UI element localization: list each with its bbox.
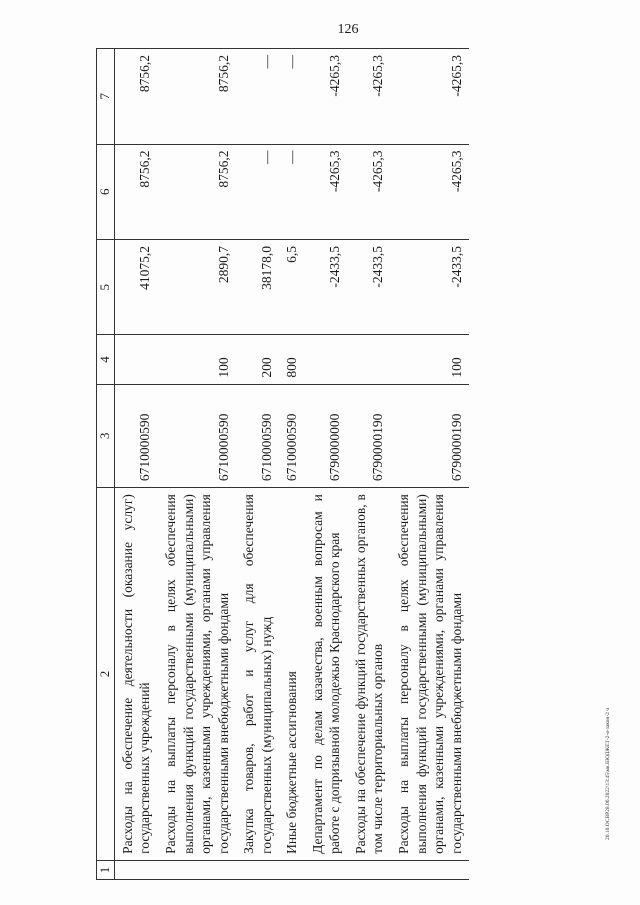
cell-value-7: -4265,3 [348, 49, 391, 145]
cell-value-5: -2433,5 [305, 239, 348, 334]
cell-value-5: -2433,5 [348, 239, 391, 334]
cell-value-5: 41075,2 [114, 239, 158, 334]
cell-value-7: -4265,3 [391, 49, 469, 145]
cell-code: 6790000000 [305, 384, 348, 487]
cell-value-6: — [236, 144, 279, 239]
header-cell-1: 1 [97, 860, 115, 879]
cell-name: Иные бюджетные ассигнования [279, 488, 305, 861]
cell-code: 6790000190 [348, 384, 391, 487]
cell-value-5: -2433,5 [391, 239, 469, 334]
cell-name: Расходы на обеспечение функций государственных органов, в том числе территориальных органов [348, 488, 391, 861]
header-cell-2: 2 [97, 488, 115, 861]
header-cell-5: 5 [97, 239, 115, 334]
cell-blank [158, 860, 236, 879]
table-row [391, 49, 469, 880]
cell-value-7: -4265,3 [305, 49, 348, 145]
cell-value-7: 8756,2 [158, 49, 236, 145]
cell-code: 6790000190 [391, 384, 469, 487]
cell-value-6: 8756,2 [114, 144, 158, 239]
cell-type [305, 335, 348, 384]
header-cell-6: 6 [97, 144, 115, 239]
table-header-row [97, 49, 115, 880]
table-row [114, 49, 158, 880]
cell-value-6: -4265,3 [305, 144, 348, 239]
cell-code: 6710000590 [279, 384, 305, 487]
table-row [236, 49, 279, 880]
cell-code: 6710000590 [158, 384, 236, 487]
cell-type: 200 [236, 335, 279, 384]
cell-value-6: 8756,2 [158, 144, 236, 239]
cell-value-7: — [236, 49, 279, 145]
cell-code: 6710000590 [114, 384, 158, 487]
cell-type [348, 335, 391, 384]
table-row [158, 49, 236, 880]
cell-blank [348, 860, 391, 879]
table-row [279, 49, 305, 880]
page-number: 126 [337, 22, 359, 37]
cell-blank [391, 860, 469, 879]
cell-value-7: 8756,2 [114, 49, 158, 145]
cell-value-5: 6,5 [279, 239, 305, 334]
cell-type [114, 335, 158, 384]
header-cell-4: 4 [97, 335, 115, 384]
cell-type: 100 [391, 335, 469, 384]
cell-value-5: 2890,7 [158, 239, 236, 334]
header-cell-3: 3 [97, 384, 115, 487]
table-row [348, 49, 391, 880]
cell-value-6: -4265,3 [348, 144, 391, 239]
cell-value-6: -4265,3 [391, 144, 469, 239]
cell-name: Департамент по делам казачества, военным вопросам и работе с допризывной молодежью Краснодарского края [305, 488, 348, 861]
cell-blank [279, 860, 305, 879]
cell-blank [305, 860, 348, 879]
cell-name: Расходы на обеспечение деятельности (оказание услуг) государственных учреждений [114, 488, 158, 861]
cell-name: Закупка товаров, работ и услуг для обеспечения государственных (муниципальных) нужд [236, 488, 279, 861]
cell-code: 6710000590 [236, 384, 279, 487]
cell-name: Расходы на выплаты персоналу в целях обеспечения выполнения функций государственными (муниципальными) органами, казенными учреждениями, органами управления государственными внебюджетными фондами [158, 488, 236, 861]
cell-name: Расходы на выплаты персоналу в целях обеспечения выполнения функций государственными (муниципальными) органами, казенными учреждениями, органами управления государственными внебюджетными фондами [391, 488, 469, 861]
cell-blank [236, 860, 279, 879]
cell-blank [114, 860, 158, 879]
cell-value-7: — [279, 49, 305, 145]
budget-table [96, 48, 469, 880]
cell-type: 100 [158, 335, 236, 384]
cell-value-5: 38178,0 [236, 239, 279, 334]
budget-table-sheet [96, 48, 603, 880]
table-row [305, 49, 348, 880]
cell-value-6: — [279, 144, 305, 239]
cell-type: 800 [279, 335, 305, 384]
footer-file-path: 20.10.ОСВР28.06.2022\13:45\мк.БЮДЖЕТ-2-я-закон-2 ч [605, 707, 611, 840]
header-cell-7: 7 [97, 49, 115, 145]
